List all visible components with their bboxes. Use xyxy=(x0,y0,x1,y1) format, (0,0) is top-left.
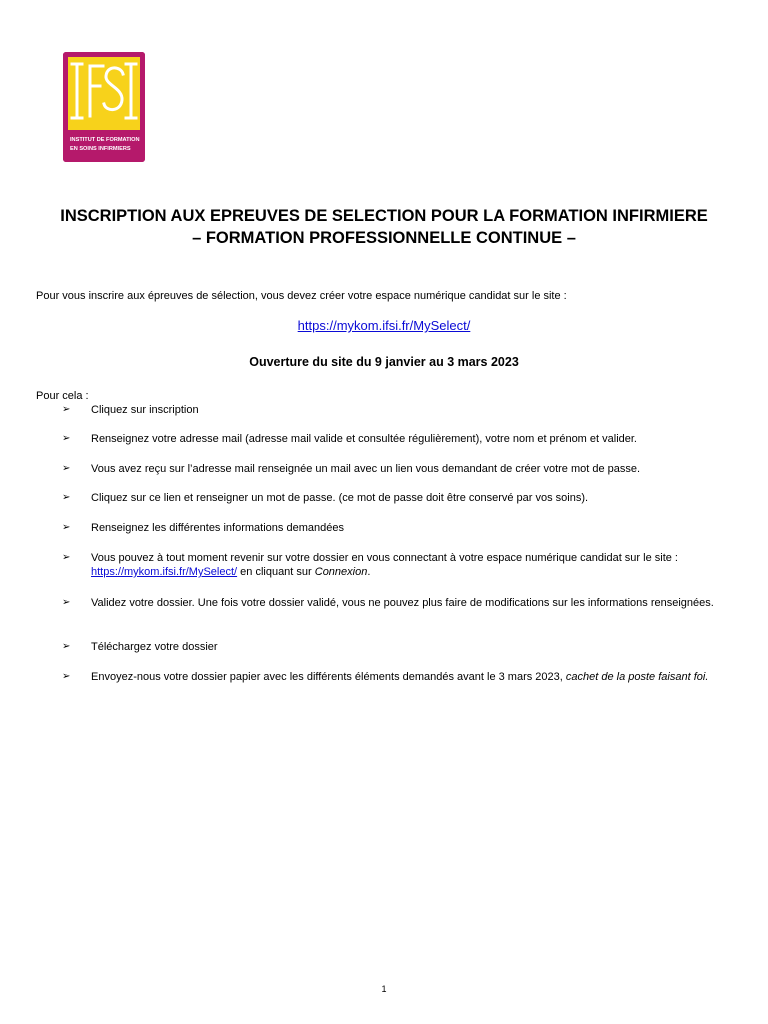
pour-cela-label: Pour cela : xyxy=(36,390,89,402)
postmark-note: cachet de la poste faisant foi. xyxy=(565,671,709,683)
step-1 xyxy=(62,403,742,417)
title-line-2: – FORMATION PROFESSIONNELLE CONTINUE – xyxy=(192,229,576,247)
step-6 xyxy=(62,551,742,579)
arrow-bullet-icon: ➢ xyxy=(62,671,71,682)
step-2 xyxy=(62,432,742,446)
site-link-line xyxy=(0,318,768,334)
page-number: 1 xyxy=(381,984,387,994)
step-text: Renseignez les différentes informations demandées xyxy=(91,522,344,534)
document-title xyxy=(40,205,728,249)
title-line-1: INSCRIPTION AUX EPREUVES DE SELECTION POUR LA FORMATION INFIRMIERE xyxy=(60,207,708,225)
step-7 xyxy=(62,596,742,610)
connexion-label: Connexion xyxy=(314,566,368,578)
step-text xyxy=(91,551,742,579)
myselect-link-inline[interactable]: https://mykom.ifsi.fr/MySelect/ xyxy=(91,566,238,578)
step-8 xyxy=(62,640,742,654)
step-text: Vous avez reçu sur l’adresse mail renseignée un mail avec un lien vous demandant de créer votre mot de passe. xyxy=(91,463,641,475)
step-4 xyxy=(62,491,742,505)
step-text: Renseignez votre adresse mail (adresse mail valide et consultée régulièrement), votre nom et prénom et valider. xyxy=(91,433,637,445)
step-5 xyxy=(62,521,742,535)
arrow-bullet-icon: ➢ xyxy=(62,597,71,608)
opening-dates: Ouverture du site du 9 janvier au 3 mars 2023 xyxy=(249,355,519,369)
intro-paragraph: Pour vous inscrire aux épreuves de sélection, vous devez créer votre espace numérique candidat sur le site : xyxy=(36,290,567,302)
logo-line2: EN SOINS INFIRMIERS xyxy=(70,146,131,152)
step-6-after-link: en cliquant sur xyxy=(237,566,315,578)
step-text: Validez votre dossier. Une fois votre dossier validé, vous ne pouvez plus faire de modifications sur les informations renseignées. xyxy=(91,597,714,609)
ifsi-logo xyxy=(63,52,145,162)
myselect-link[interactable]: https://mykom.ifsi.fr/MySelect/ xyxy=(297,318,471,333)
step-3 xyxy=(62,462,742,476)
arrow-bullet-icon: ➢ xyxy=(62,552,71,563)
arrow-bullet-icon: ➢ xyxy=(62,463,71,474)
arrow-bullet-icon: ➢ xyxy=(62,492,71,503)
ifsi-logo-graphic xyxy=(63,52,145,162)
step-6-end: . xyxy=(367,566,371,578)
logo-line1: INSTITUT DE FORMATION xyxy=(70,137,140,143)
step-9-text: Envoyez-nous votre dossier papier avec les différents éléments demandés avant le 3 mars 2023, xyxy=(91,671,566,683)
step-9 xyxy=(62,670,742,684)
arrow-bullet-icon: ➢ xyxy=(62,641,71,652)
step-text xyxy=(82,670,742,684)
step-6-text: Vous pouvez à tout moment revenir sur votre dossier en vous connectant à votre espace numérique candidat sur le site : xyxy=(91,552,678,564)
step-text: Cliquez sur ce lien et renseigner un mot de passe. (ce mot de passe doit être conservé par vos soins). xyxy=(91,492,589,504)
arrow-bullet-icon: ➢ xyxy=(62,433,71,444)
step-text: Cliquez sur inscription xyxy=(91,404,199,416)
arrow-bullet-icon: ➢ xyxy=(62,522,71,533)
arrow-bullet-icon: ➢ xyxy=(62,404,71,415)
step-text: Téléchargez votre dossier xyxy=(91,641,218,653)
